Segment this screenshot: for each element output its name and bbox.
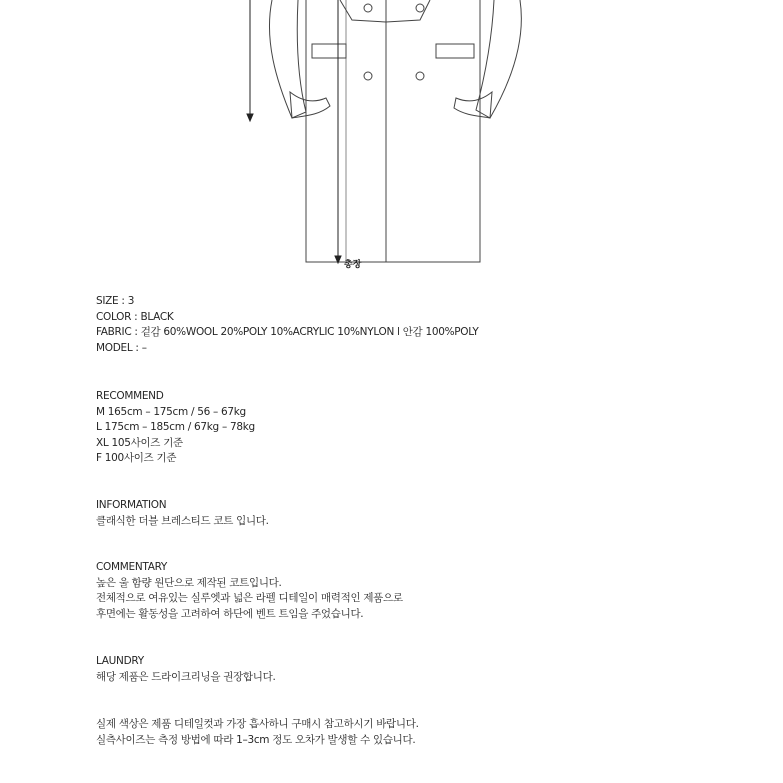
commentary-heading: COMMENTARY [96,561,168,573]
button [364,72,372,80]
notice-line: 실측사이즈는 측정 방법에 따라 1–3cm 정도 오차가 발생할 수 있습니다. [96,733,416,746]
color-line: COLOR : BLACK [96,310,174,323]
total-length-label: 총장 [344,260,362,270]
commentary-line: 전체적으로 여유있는 실루엣과 넓은 라펠 디테일이 매력적인 제품으로 [96,592,403,605]
right-pocket-flap [436,44,474,58]
commentary-block [96,560,403,622]
model-line: MODEL : – [96,341,147,354]
recommend-line: L 175cm – 185cm / 67kg – 78kg [96,421,255,434]
recommend-line: M 165cm – 175cm / 56 – 67kg [96,405,246,418]
coat-body [306,0,480,262]
laundry-block [96,654,275,685]
left-pocket-flap [312,44,346,58]
right-sleeve [476,0,521,118]
information-line: 클래식한 더블 브레스티드 코트 입니다. [96,514,269,527]
commentary-line: 높은 울 함량 원단으로 제작된 코트입니다. [96,576,282,589]
laundry-heading: LAUNDRY [96,655,144,667]
recommend-block [96,389,255,467]
fabric-line: FABRIC : 겉감 60%WOOL 20%POLY 10%ACRYLIC 10%NYLON l 안감 100%POLY [96,326,479,339]
commentary-line: 후면에는 활동성을 고려하여 하단에 벤트 트임을 주었습니다. [96,607,364,620]
notice-line: 실제 색상은 제품 디테일컷과 가장 흡사하니 구매시 참고하시기 바랍니다. [96,718,419,730]
recommend-line: F 100사이즈 기준 [96,452,177,465]
recommend-heading: RECOMMEND [96,390,164,402]
size-line: SIZE : 3 [96,295,135,307]
information-block [96,498,269,529]
coat-technical-drawing [0,0,783,275]
laundry-line: 해당 제품은 드라이크리닝을 권장합니다. [96,670,276,683]
recommend-line: XL 105사이즈 기준 [96,436,183,449]
button [364,4,372,12]
specs-block [96,294,479,356]
notice-block [96,717,419,748]
button [416,72,424,80]
information-heading: INFORMATION [96,499,167,511]
button [416,4,424,12]
left-sleeve [269,0,306,118]
